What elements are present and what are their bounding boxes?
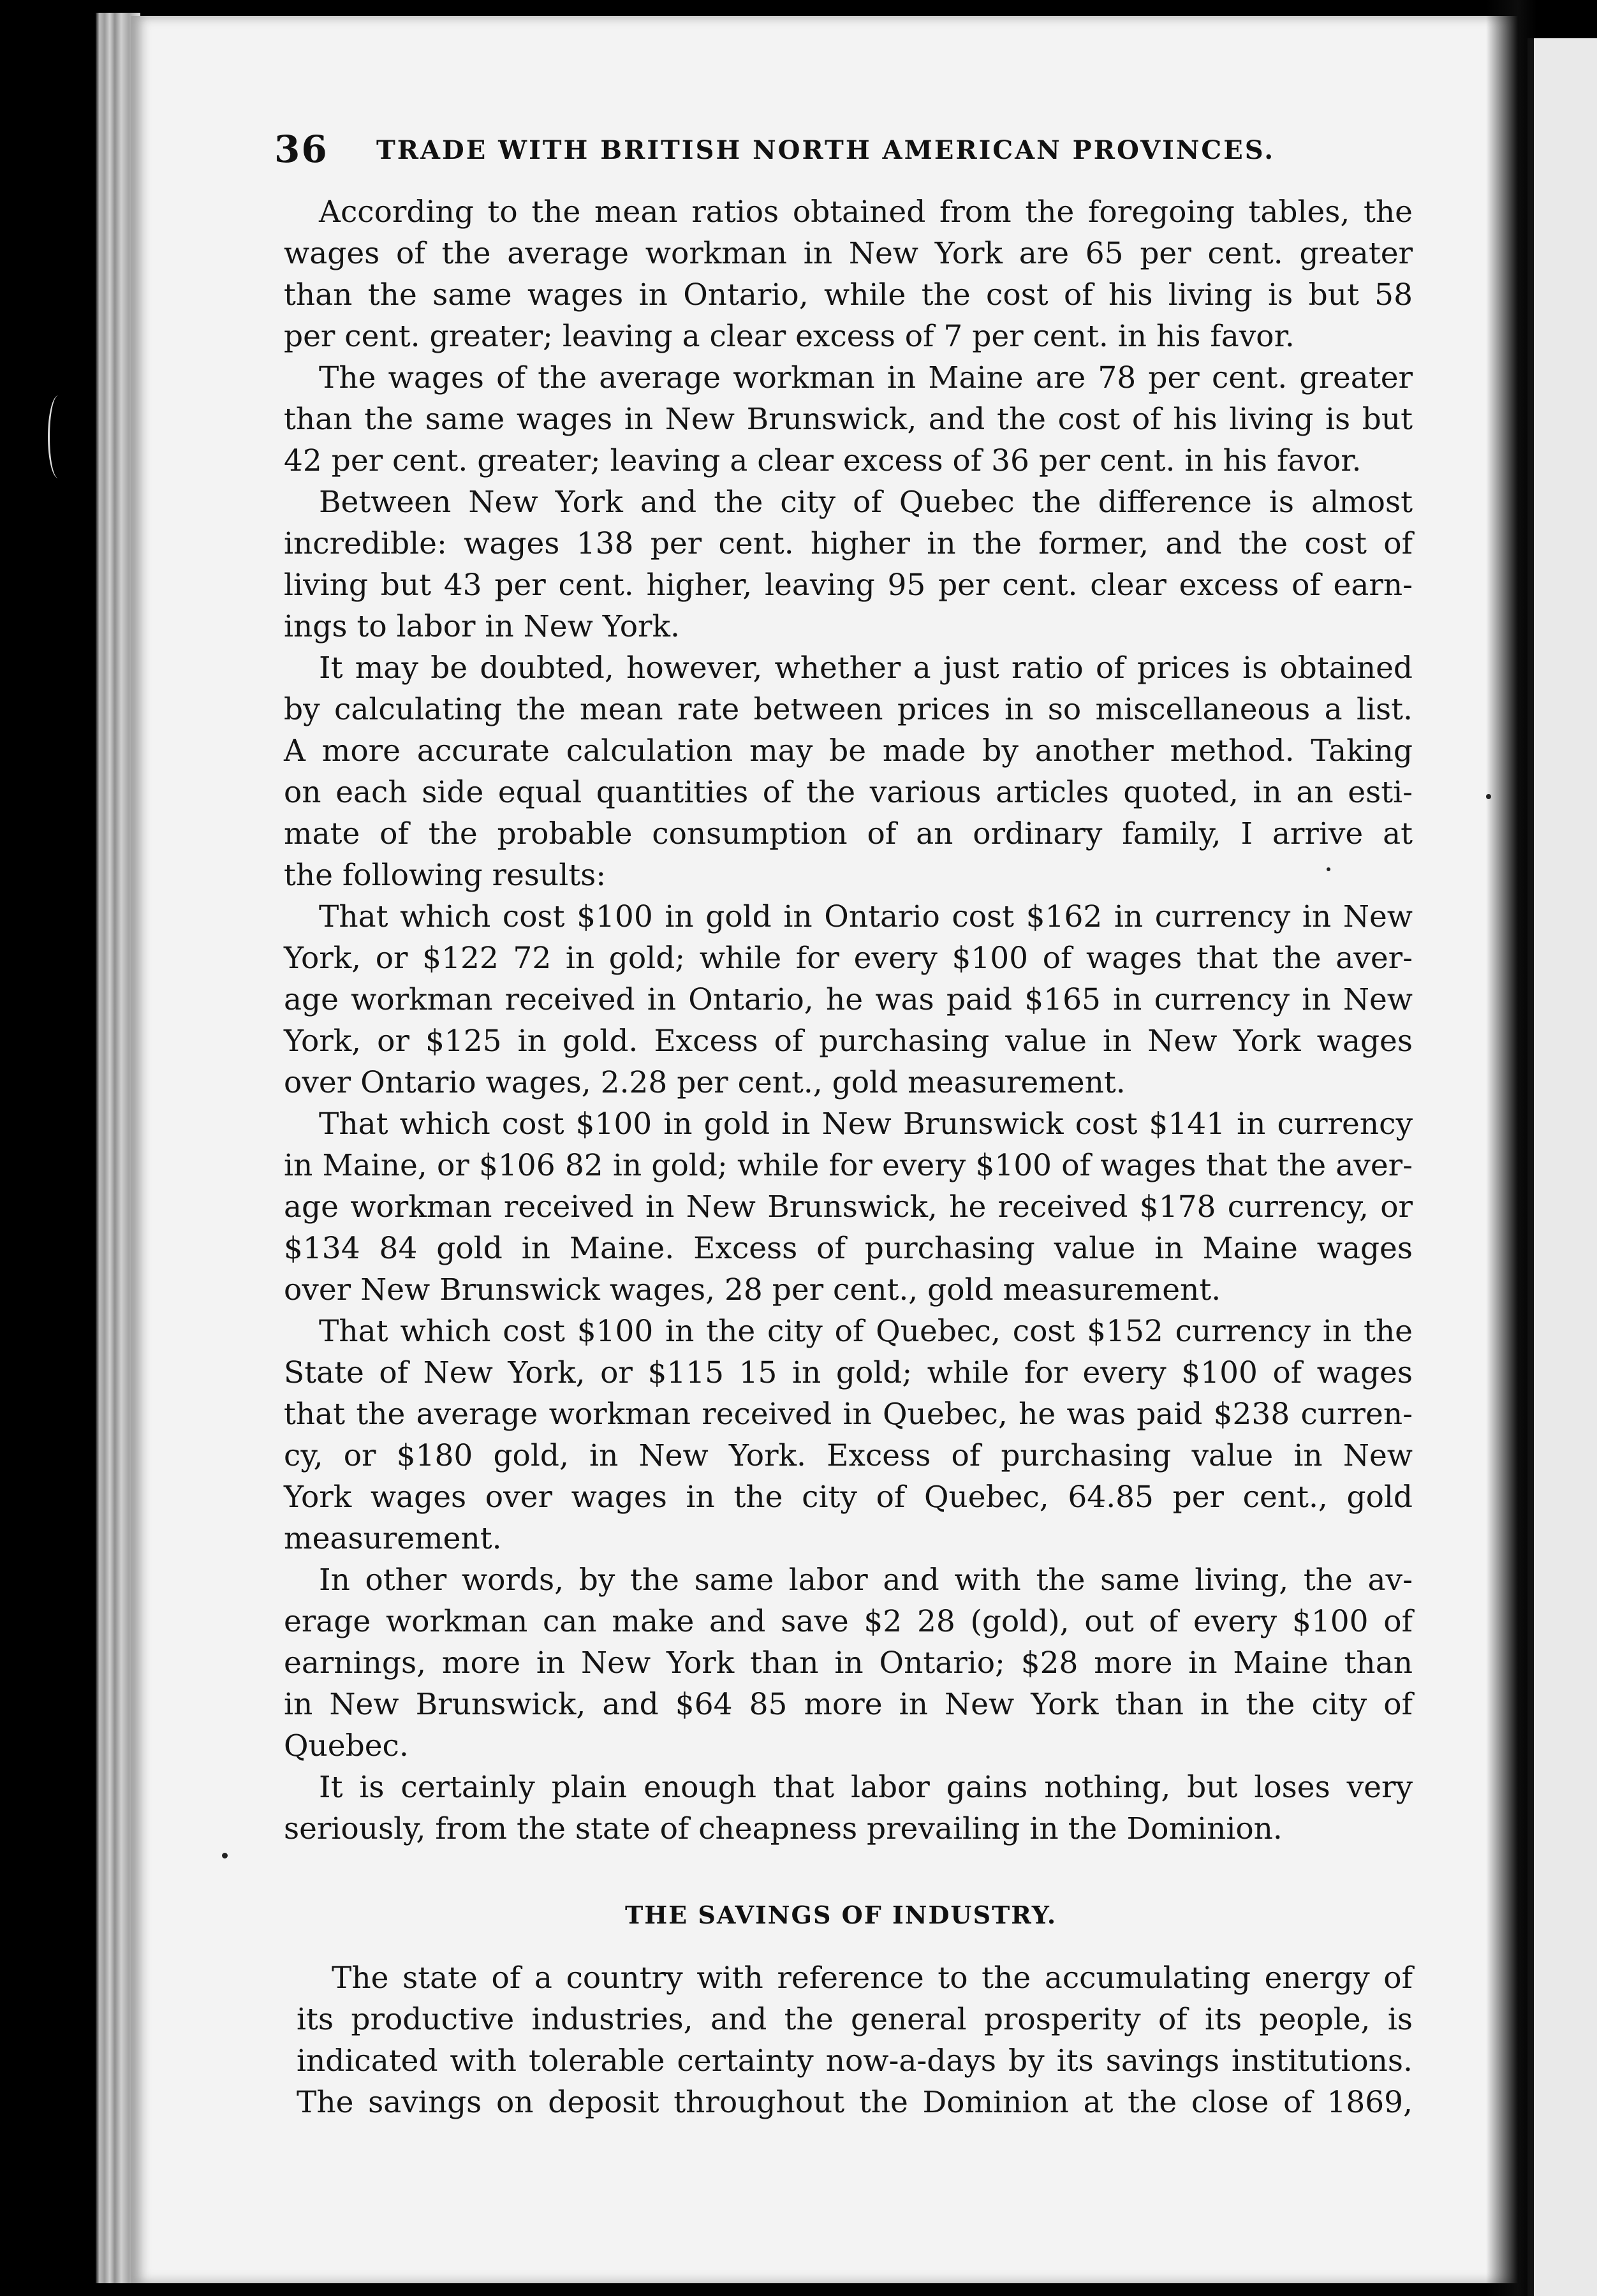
text-line: York, or $122 72 in gold; while for every $100 of wages that the aver- xyxy=(284,941,1413,976)
text-line: over Ontario wages, 2.28 per cent., gold measurement. xyxy=(284,1065,1126,1100)
section-body-text xyxy=(297,1958,1413,2124)
text-line: York wages over wages in the city of Quebec, 64.85 per cent., gold xyxy=(284,1480,1413,1515)
section-heading: THE SAVINGS OF INDUSTRY. xyxy=(625,1901,1057,1929)
text-line: seriously, from the state of cheapness prevailing in the Dominion. xyxy=(284,1811,1283,1846)
text-line: ings to labor in New York. xyxy=(284,609,680,644)
scan-speck xyxy=(1327,867,1330,871)
text-line: by calculating the mean rate between prices in so miscellaneous a list. xyxy=(284,692,1413,727)
text-line: in Maine, or $106 82 in gold; while for every $100 of wages that the aver- xyxy=(284,1148,1413,1183)
text-line: than the same wages in New Brunswick, and the cost of his living is but xyxy=(284,402,1413,437)
page-header xyxy=(274,128,1307,185)
text-line: It may be doubted, however, whether a just ratio of prices is obtained xyxy=(319,651,1413,686)
text-line: The wages of the average workman in Maine are 78 per cent. greater xyxy=(319,360,1413,395)
page-number: 36 xyxy=(274,128,328,171)
text-line: Between New York and the city of Quebec the difference is almost xyxy=(319,485,1413,520)
text-line: its productive industries, and the general prosperity of its people, is xyxy=(297,2002,1413,2037)
text-line: It is certainly plain enough that labor gains nothing, but loses very xyxy=(319,1770,1413,1805)
text-line: 42 per cent. greater; leaving a clear excess of 36 per cent. in his favor. xyxy=(284,443,1362,478)
text-line: According to the mean ratios obtained from the foregoing tables, the xyxy=(319,195,1413,230)
text-line: on each side equal quantities of the various articles quoted, in an esti- xyxy=(284,775,1413,810)
text-line: the following results: xyxy=(284,858,607,893)
running-title: TRADE WITH BRITISH NORTH AMERICAN PROVINCES. xyxy=(376,135,1276,165)
text-line: that the average workman received in Quebec, he was paid $238 curren- xyxy=(284,1397,1413,1432)
text-line: erage workman can make and save $2 28 (gold), out of every $100 of xyxy=(284,1604,1413,1639)
text-line: in New Brunswick, and $64 85 more in New York than in the city of xyxy=(284,1687,1413,1722)
text-line: age workman received in New Brunswick, he received $178 currency, or xyxy=(284,1189,1413,1225)
text-line: cy, or $180 gold, in New York. Excess of purchasing value in New xyxy=(284,1438,1413,1473)
text-line: indicated with tolerable certainty now-a-days by its savings institutions. xyxy=(297,2043,1413,2079)
facing-page-edge xyxy=(1527,38,1597,2296)
text-line: than the same wages in Ontario, while the cost of his living is but 58 xyxy=(284,277,1413,313)
text-line: The savings on deposit throughout the Dominion at the close of 1869, xyxy=(297,2085,1413,2120)
text-line: In other words, by the same labor and with the same living, the av- xyxy=(319,1563,1413,1598)
text-line: That which cost $100 in gold in New Brunswick cost $141 in currency xyxy=(319,1107,1413,1142)
body-text xyxy=(284,191,1413,1850)
scan-speck xyxy=(222,1853,228,1858)
text-line: measurement. xyxy=(284,1521,502,1556)
text-line: per cent. greater; leaving a clear excess of 7 per cent. in his favor. xyxy=(284,319,1295,354)
text-line: living but 43 per cent. higher, leaving 95 per cent. clear excess of earn- xyxy=(284,568,1413,603)
text-line: age workman received in Ontario, he was paid $165 in currency in New xyxy=(284,982,1413,1017)
margin-scratch-mark xyxy=(48,395,69,478)
text-line: That which cost $100 in gold in Ontario cost $162 in currency in New xyxy=(319,899,1413,934)
text-line: mate of the probable consumption of an ordinary family, I arrive at xyxy=(284,816,1413,851)
text-line: $134 84 gold in Maine. Excess of purchasing value in Maine wages xyxy=(284,1231,1413,1266)
text-line: earnings, more in New York than in Ontario; $28 more in Maine than xyxy=(284,1645,1413,1681)
text-line: The state of a country with reference to the accumulating energy of xyxy=(332,1961,1413,1996)
scan-speck xyxy=(1486,794,1491,799)
text-line: That which cost $100 in the city of Quebec, cost $152 currency in the xyxy=(319,1314,1413,1349)
text-line: over New Brunswick wages, 28 per cent., gold measurement. xyxy=(284,1272,1221,1307)
text-line: State of New York, or $115 15 in gold; while for every $100 of wages xyxy=(284,1355,1413,1390)
text-line: A more accurate calculation may be made by another method. Taking xyxy=(284,733,1413,769)
text-line: York, or $125 in gold. Excess of purchasing value in New York wages xyxy=(284,1024,1413,1059)
text-line: incredible: wages 138 per cent. higher in the former, and the cost of xyxy=(284,526,1413,561)
text-line: Quebec. xyxy=(284,1728,409,1763)
text-line: wages of the average workman in New York are 65 per cent. greater xyxy=(284,236,1413,271)
